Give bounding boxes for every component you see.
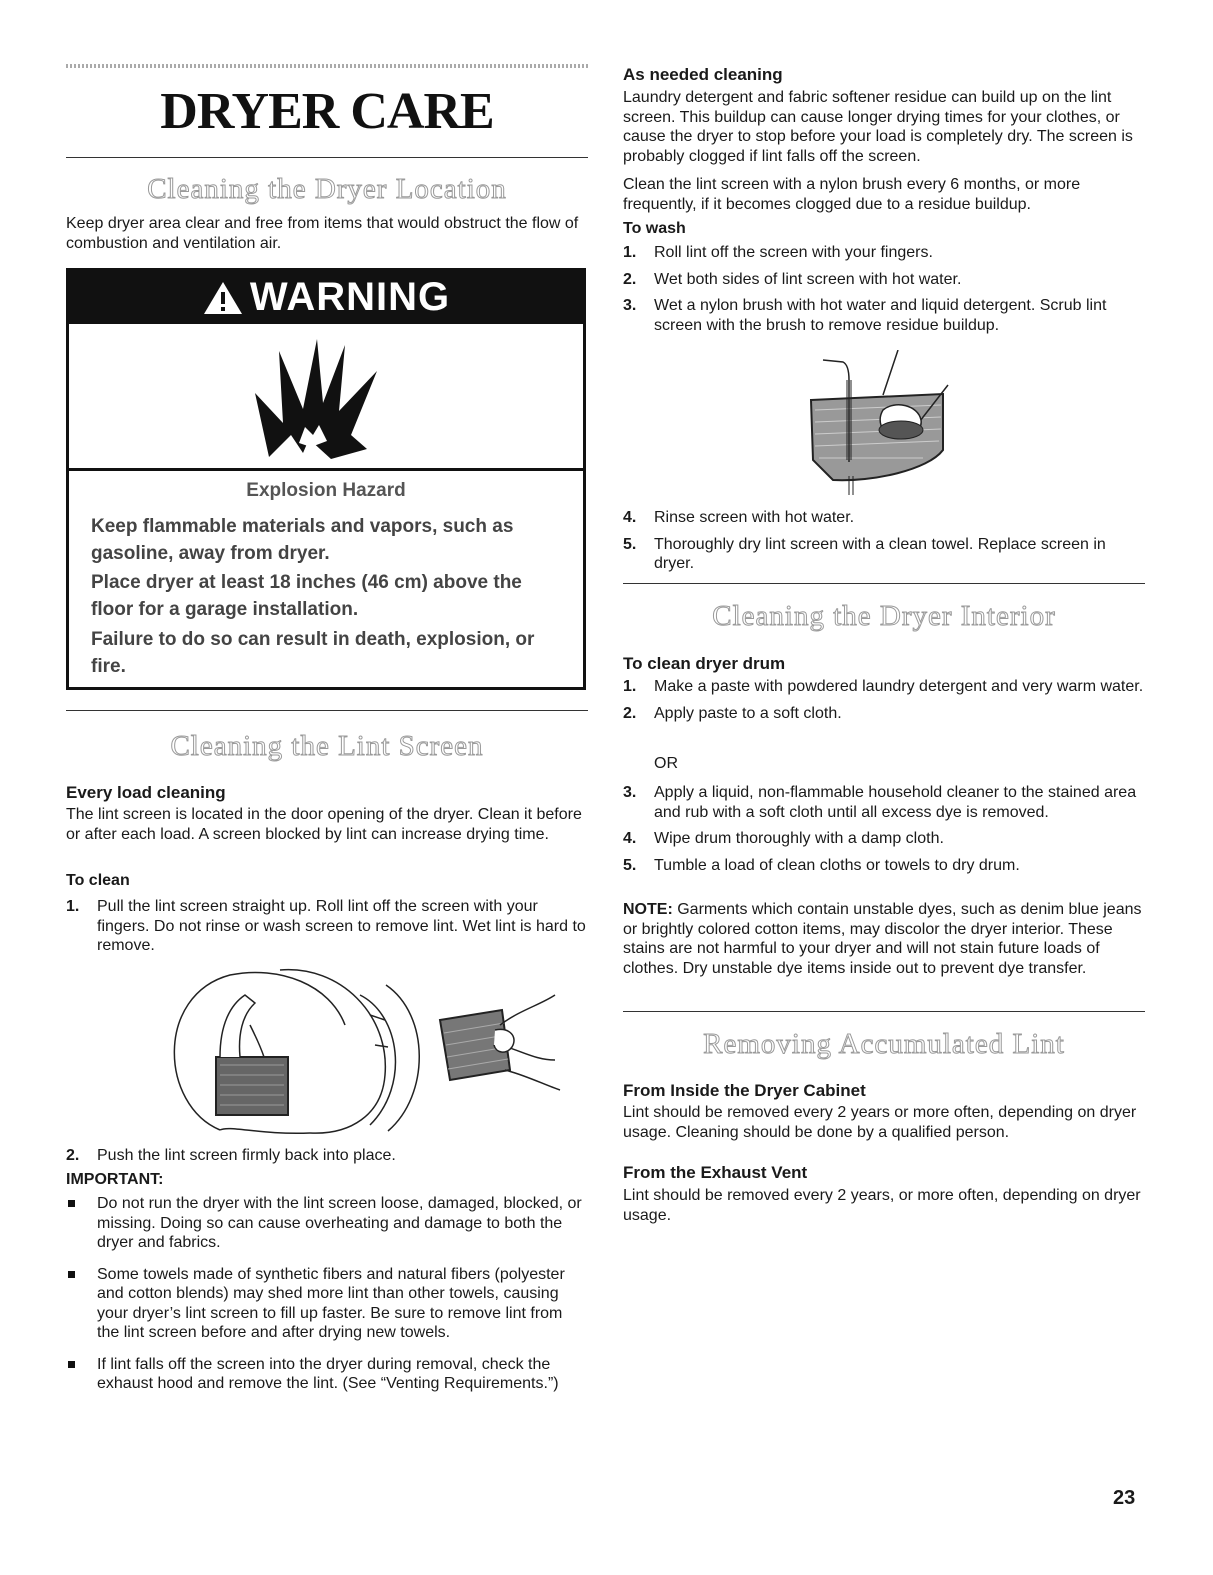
cabinet-heading: From Inside the Dryer Cabinet (623, 1081, 866, 1100)
drum-steps-cont (623, 783, 1145, 882)
warning-line-3: Failure to do so can result in death, explosion, or fire. (91, 629, 535, 677)
bullet-icon (68, 1200, 75, 1207)
to-wash-heading: To wash (623, 220, 686, 237)
list-item: 4. Wipe drum thoroughly with a damp cloth. (623, 830, 944, 847)
list-item: 2. Push the lint screen firmly back into place. (66, 1147, 396, 1164)
section-title-interior: Cleaning the Dryer Interior (712, 600, 1056, 632)
bullet-icon (68, 1271, 75, 1278)
or-text: OR (654, 755, 678, 772)
note-paragraph (623, 900, 1145, 978)
section-title-lint-screen: Cleaning the Lint Screen (170, 730, 484, 762)
note-text: Garments which contain unstable dyes, such as denim blue jeans or brightly colored cotton items, may discolor the dryer interior. These stains are not harmful to your dryer and will not stain future loads of clothes. Dry unstable dye items inside out to prevent dye transfer. (623, 901, 1142, 977)
vent-body: Lint should be removed every 2 years, or more often, depending on dryer usage. (623, 1187, 1141, 1224)
section-title-lint-removal: Removing Accumulated Lint (703, 1028, 1065, 1060)
section-divider (623, 1011, 1145, 1012)
as-needed-heading: As needed cleaning (623, 65, 783, 84)
list-item: 3. Wet a nylon brush with hot water and liquid detergent. Scrub lint screen with the brush to remove residue buildup. (623, 297, 1107, 334)
vent-heading: From the Exhaust Vent (623, 1163, 808, 1182)
warning-divider (69, 468, 583, 471)
to-clean-steps-cont (66, 1146, 588, 1173)
list-item: 2. Apply paste to a soft cloth. (623, 704, 842, 722)
list-item: Some towels made of synthetic fibers and natural fibers (polyester and cotton blends) may shed more lint than other towels, causing your dryer’s lint screen to fill up faster. Be sure to remove lint from the lint screen before and after drying new towels. (66, 1265, 588, 1343)
as-needed-body-1: Laundry detergent and fabric softener residue can build up on the lint screen. This buildup can cause longer drying times for your clothes, or cause the dryer to stop before your load is completely dry. The screen is probably clogged if lint falls off the screen. (623, 89, 1133, 165)
important-heading: IMPORTANT: (66, 1171, 164, 1188)
list-item: 1. Roll lint off the screen with your fingers. (623, 244, 933, 261)
warning-hazard-title: Explosion Hazard (246, 480, 406, 501)
every-load-body: The lint screen is located in the door opening of the dryer. Clean it before or after each load. A screen blocked by lint can increase drying time. (66, 806, 582, 843)
list-item: 5. Thoroughly dry lint screen with a clean towel. Replace screen in dryer. (623, 535, 1106, 572)
to-wash-steps-cont (623, 508, 1145, 581)
brush-scrub-illustration (803, 350, 973, 500)
section-divider (623, 583, 1145, 584)
list-item: 1. Pull the lint screen straight up. Roll lint off the screen with your fingers. Do not rinse or wash screen to remove lint. Wet lint is hard to remove. (66, 898, 586, 954)
to-clean-steps (66, 897, 588, 963)
list-item: 4. Rinse screen with hot water. (623, 509, 855, 526)
list-item: 5. Tumble a load of clean cloths or towels to dry drum. (623, 856, 1020, 874)
list-item: 2. Wet both sides of lint screen with hot water. (623, 270, 962, 288)
every-load-heading: Every load cleaning (66, 783, 226, 802)
as-needed-body-2: Clean the lint screen with a nylon brush every 6 months, or more frequently, if it becomes clogged due to a residue buildup. (623, 176, 1081, 213)
section-title-location: Cleaning the Dryer Location (147, 173, 507, 205)
list-item: If lint falls off the screen into the dryer during removal, check the exhaust hood and remove the lint. (See “Venting Requirements.”) (66, 1355, 588, 1394)
location-body: Keep dryer area clear and free from items that would obstruct the flow of combustion and ventilation air. (66, 215, 579, 252)
list-item: 1. Make a paste with powdered laundry detergent and very warm water. (623, 678, 1144, 695)
page-title: DRYER CARE (160, 83, 494, 140)
explosion-icon (239, 331, 399, 466)
list-item: Do not run the dryer with the lint screen loose, damaged, blocked, or missing. Doing so can cause overheating and damage to both the dryer and fabrics. (66, 1194, 588, 1253)
warning-line-2: Place dryer at least 18 inches (46 cm) above the floor for a garage installation. (91, 572, 522, 620)
drum-steps (623, 677, 1145, 730)
section-divider (66, 157, 588, 158)
warning-line-1: Keep flammable materials and vapors, such as gasoline, away from dryer. (91, 516, 514, 564)
drum-heading: To clean dryer drum (623, 654, 786, 673)
note-label: NOTE: (623, 901, 673, 918)
warning-box (66, 268, 586, 690)
section-divider (66, 710, 588, 711)
page-number: 23 (1113, 1487, 1136, 1509)
warning-label: WARNING (249, 275, 451, 319)
warning-header (69, 271, 583, 324)
important-bullets (66, 1194, 588, 1406)
lint-screen-removal-illustration (160, 965, 590, 1135)
cabinet-body: Lint should be removed every 2 years or more often, depending on dryer usage. Cleaning should be done by a qualified person. (623, 1104, 1137, 1141)
bullet-icon (68, 1361, 75, 1368)
top-dotted-rule (66, 64, 588, 68)
warning-triangle-icon (202, 280, 244, 316)
to-clean-heading: To clean (66, 872, 130, 889)
list-item: 3. Apply a liquid, non-flammable household cleaner to the stained area and rub with a soft cloth until all excess dye is removed. (623, 784, 1137, 821)
to-wash-steps (623, 243, 1145, 342)
